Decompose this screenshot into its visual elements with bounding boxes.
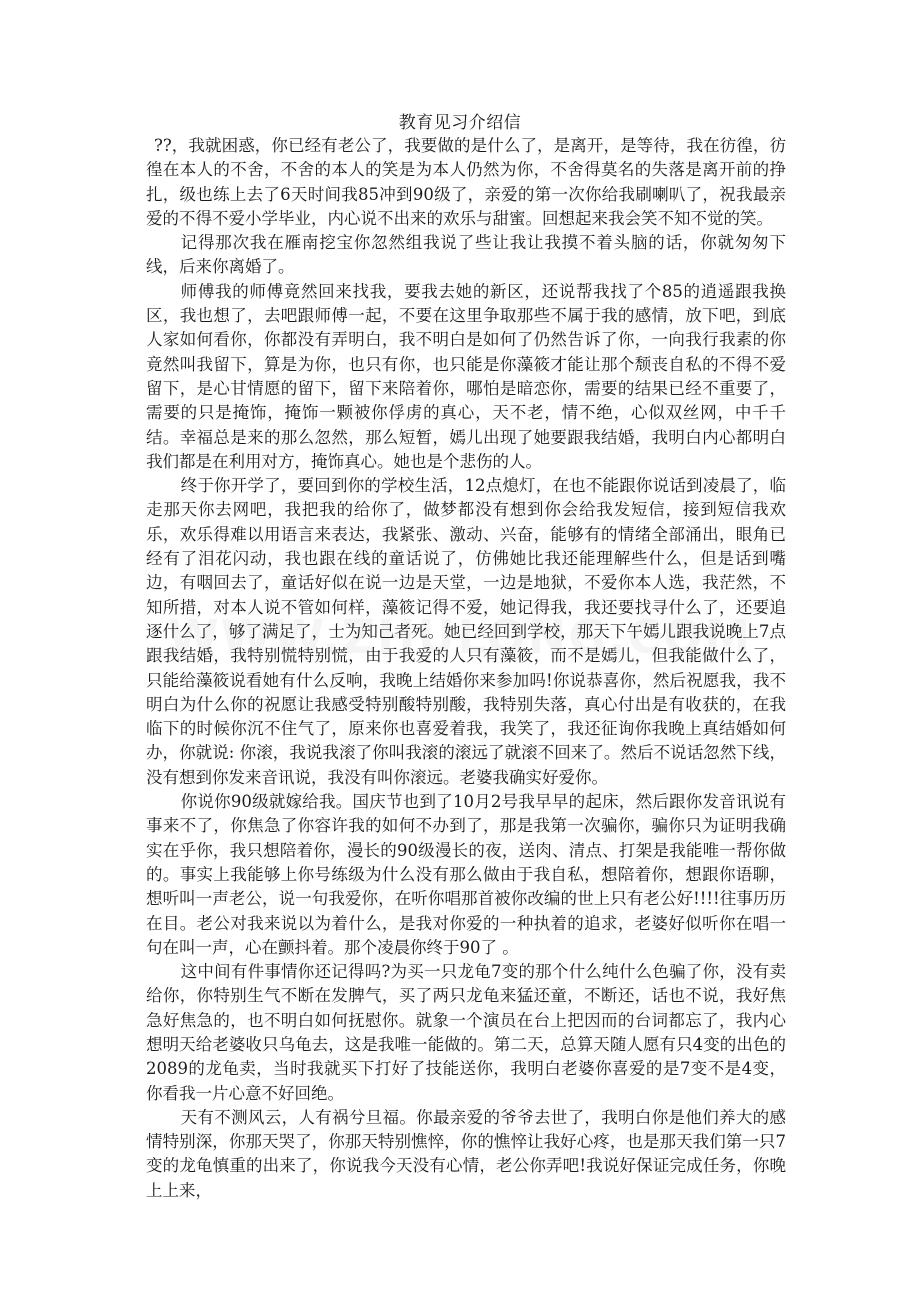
document-title: 教育见习介绍信 — [398, 113, 522, 133]
paragraph: 天有不测风云，人有祸兮旦福。你最亲爱的爷爷去世了，我明白你是他们养大的感情特别深，你那天哭了，你那天特别憔悴，你的憔悴让我好心疼，也是那天我们第一只7变的龙龟慎重的出来了，你说我今天没有心情，老公你弄吧!我说好保证完成任务，你晚上上来， — [146, 1107, 786, 1200]
paragraph: 终于你开学了，要回到你的学校生活，12点熄灯，在也不能跟你说话到凌晨了，临走那天你去网吧，我把我的给你了，做梦都没有想到你会给我发短信，接到短信我欢乐，欢乐得难以用语言来表达，我紧张、激动、兴奋，能够有的情绪全部涌出，眼角已经有了泪花闪动，我也跟在线的童话说了，仿佛她比我还能理解些什么，但是话到嘴边，有咽回去了，童话好似在说一边是天堂，一边是地狱，不爱你本人选，我茫然，不知所措，对本人说不管如何样，藻筱记得不爱，她记得我，我还要找寻什么了，还要追逐什么了，够了满足了，士为知己者死。她已经回到学校，那天下午嫣儿跟我说晚上7点跟我结婚，我特别慌特别慌，由于我爱的人只有藻筱，而不是嫣儿，但我能做什么了，只能给藻筱说看她有什么反响，我晚上结婚你来参加吗!你说恭喜你，然后祝愿我，我不明白为什么你的祝愿让我感受特别酸特别酸，我特别失落，真心付出是有收获的，在我临下的时候你沉不住气了，原来你也喜爱着我，我笑了，我还征询你我晚上真结婚如何办，你就说: 你滚，我说我滚了你叫我滚的滚远了就滚不回来了。然后不说话忽然下线，没有想到你发来音讯说，我没有叫你滚远。老婆我确实好爱你。 — [146, 476, 786, 787]
paragraph: 你说你90级就嫁给我。国庆节也到了10月2号我早早的起床，然后跟你发音讯说有事来不了，你焦急了你容许我的如何不办到了，那是我第一次骗你，骗你只为证明我确实在乎你，我只想陪着你，漫长的90级漫长的夜，送肉、清点、打架是我能唯一帮你做的。事实上我能够上你号练级为什么没有那么做由于我自私，想陪着你，想跟你语聊，想听叫一声老公，说一句我爱你，在听你唱那首被你改编的世上只有老公好!!!!往事历历在目。老公对我来说以为着什么，是我对你爱的一种执着的追求，老婆好似听你在唱一句在叫一声，心在颤抖着。那个凌晨你终于90了 。 — [146, 792, 786, 957]
paragraph: 这中间有件事情你还记得吗?为买一只龙龟7变的那个什么纯什么色骗了你，没有卖给你，你特别生气不断在发脾气，买了两只龙龟来猛还童，不断还，话也不说，我好焦急好焦急的，也不明白如何抚慰你。就象一个演员在台上把因而的台词都忘了，我内心想明天给老婆收只乌龟去，这是我唯一能做的。第二天，总算天随人愿有只4变的出色的2089的龙龟卖，当时我就买下打好了技能送你，我明白老婆你喜爱的是7变不是4变，你看我一片心意不好回绝。 — [146, 962, 786, 1103]
paragraph: 师傅我的师傅竟然回来找我，要我去她的新区，还说帮我找了个85的逍遥跟我换区，我也想了，去吧跟师傅一起，不要在这里争取那些不属于我的感情，放下吧，到底人家如何看你，你都没有弄明白，我不明白是如何了仍然告诉了你，一向我行我素的你竟然叫我留下，算是为你，也只有你，也只能是你藻筱才能让那个颓丧自私的不得不爱留下，是心甘情愿的留下，留下来陪着你，哪怕是暗恋你，需要的结果已经不重要了，需要的只是掩饰，掩饰一颗被你俘虏的真心，天不老，情不绝，心似双丝网，中千千结。幸福总是来的那么忽然，那么短暂，嫣儿出现了她要跟我结婚，我明白内心都明白我们都是在利用对方，掩饰真心。她也是个悲伤的人。 — [146, 281, 786, 471]
document-body — [146, 134, 786, 1203]
paragraph: 记得那次我在雁南挖宝你忽然组我说了些让我让我摸不着头脑的话，你就匆匆下线，后来你离婚了。 — [146, 233, 786, 277]
paragraph: ??，我就困惑，你已经有老公了，我要做的是什么了，是离开，是等待，我在彷徨，彷徨在本人的不舍，不舍的本人的笑是为本人仍然为你，不舍得莫名的失落是离开前的挣扎，级也练上去了6天时间我85冲到90级了，亲爱的第一次你给我刷喇叭了，祝我最亲爱的不得不爱小学毕业，内心说不出来的欢乐与甜蜜。回想起来我会笑不知不觉的笑。 — [146, 136, 786, 228]
